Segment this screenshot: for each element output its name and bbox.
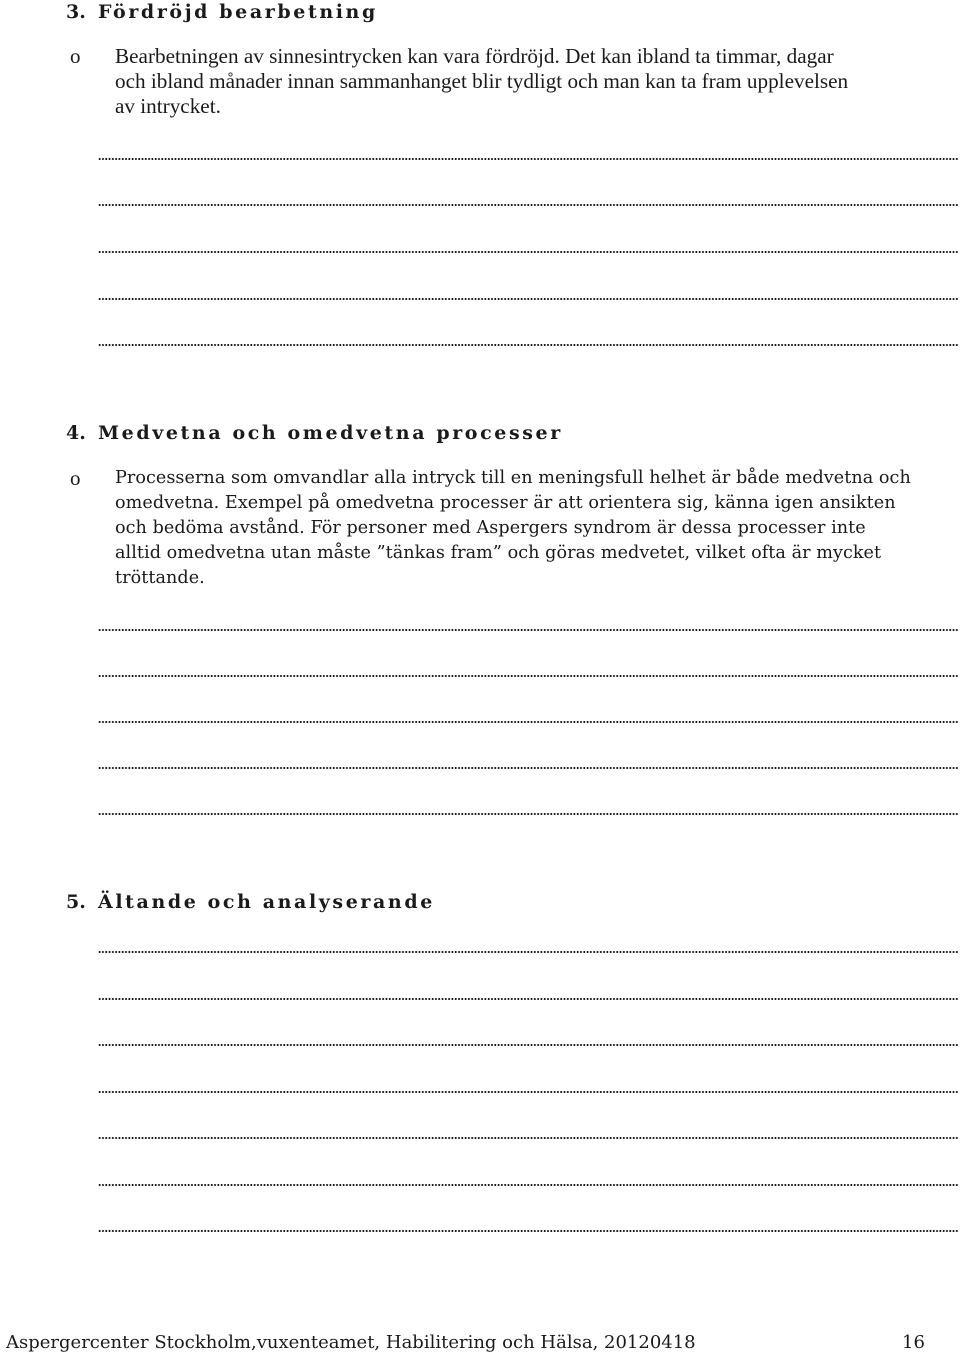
answer-line[interactable] (98, 628, 958, 632)
section-title: Fördröjd bearbetning (98, 1, 378, 23)
paragraph-line: och ibland månader innan sammanhanget blir tydligt och man kan ta fram upplevelsen (115, 69, 849, 93)
bullet-marker: o (70, 466, 81, 490)
answer-line[interactable] (98, 1136, 958, 1140)
section-number: 4. (66, 422, 86, 444)
paragraph-line: alltid omedvetna utan måste ”tänkas fram” och göras medvetet, vilket ofta är mycket (115, 543, 882, 563)
paragraph-line: tröttande. (115, 568, 205, 588)
paragraph-line: omedvetna. Exempel på omedvetna processer är att orientera sig, känna igen ansikten (115, 493, 896, 513)
answer-line[interactable] (98, 720, 958, 724)
answer-line[interactable] (98, 812, 958, 816)
answer-line[interactable] (98, 674, 958, 678)
answer-line[interactable] (98, 1183, 958, 1187)
section-heading (66, 421, 563, 445)
paragraph-line: Bearbetningen av sinnesintrycken kan vara fördröjd. Det kan ibland ta timmar, dagar (115, 44, 834, 68)
section-heading (66, 0, 378, 24)
answer-line[interactable] (98, 343, 958, 347)
answer-line[interactable] (98, 1229, 958, 1233)
section-paragraph (115, 44, 960, 119)
section-title: Medvetna och omedvetna processer (98, 422, 563, 444)
section-number: 3. (66, 1, 86, 23)
answer-line[interactable] (98, 157, 958, 161)
paragraph-line: och bedöma avstånd. För personer med Aspergers syndrom är dessa processer inte (115, 518, 866, 538)
footer-text: Aspergercenter Stockholm,vuxenteamet, Habilitering och Hälsa, 20120418 (6, 1332, 696, 1353)
section-paragraph (115, 466, 960, 591)
paragraph-line: Processerna som omvandlar alla intryck till en meningsfull helhet är både medvetna och (115, 468, 911, 488)
answer-line[interactable] (98, 203, 958, 207)
answer-line[interactable] (98, 950, 958, 954)
answer-line[interactable] (98, 1043, 958, 1047)
page-number: 16 (902, 1332, 925, 1353)
answer-line[interactable] (98, 1090, 958, 1094)
answer-line[interactable] (98, 997, 958, 1001)
answer-line[interactable] (98, 766, 958, 770)
section-number: 5. (66, 891, 86, 913)
answer-line[interactable] (98, 297, 958, 301)
section-title: Ältande och analyserande (98, 891, 435, 913)
bullet-marker: o (70, 44, 81, 68)
paragraph-line: av intrycket. (115, 94, 221, 118)
section-heading (66, 890, 435, 914)
answer-line[interactable] (98, 250, 958, 254)
